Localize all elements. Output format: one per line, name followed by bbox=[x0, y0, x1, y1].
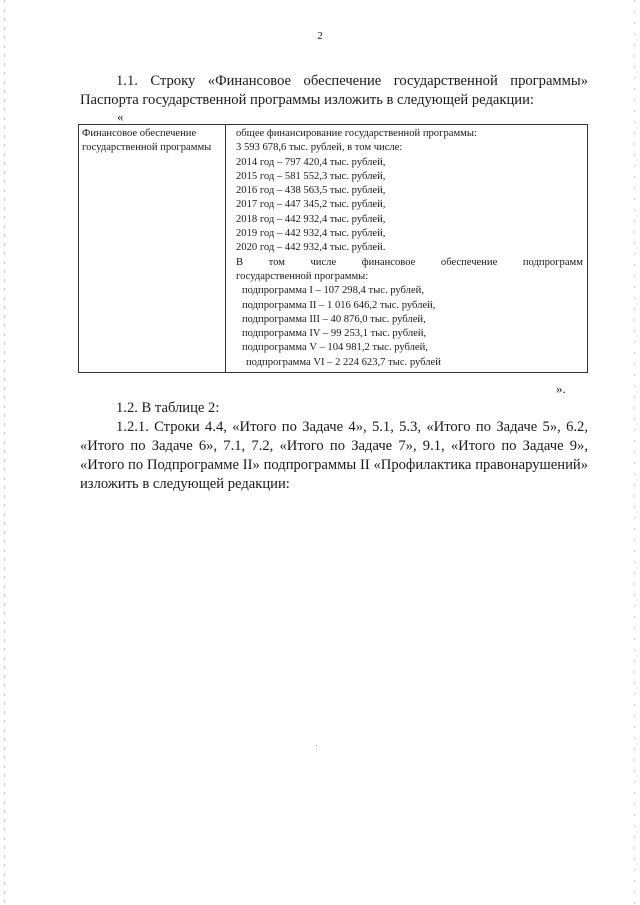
finance-line: государственной программы: bbox=[236, 270, 369, 282]
finance-line: 3 593 678,6 тыс. рублей, в том числе: bbox=[236, 142, 403, 154]
finance-line-year: 2018 год – 442 932,4 тыс. рублей, bbox=[236, 213, 386, 225]
finance-line-year: 2020 год – 442 932,4 тыс. рублей. bbox=[236, 242, 386, 254]
subprogram-line: подпрограмма III – 40 876,0 тыс. рублей, bbox=[242, 313, 426, 325]
paragraph-1-1-text: 1.1. Строку «Финансовое обеспечение государственной программы» Паспорта государственной программы изложить в следующей редакции: bbox=[80, 73, 588, 108]
subprogram-line: подпрограмма V – 104 981,2 тыс. рублей, bbox=[242, 342, 428, 354]
finance-justified-line bbox=[236, 256, 583, 270]
justified-word: В bbox=[236, 256, 244, 268]
finance-line-year: 2015 год – 581 552,3 тыс. рублей, bbox=[236, 170, 386, 182]
opening-quote: « bbox=[117, 109, 124, 124]
subprogram-line: подпрограмма IV – 99 253,1 тыс. рублей, bbox=[242, 328, 427, 340]
finance-label-cell: Финансовое обеспечение государственной программы bbox=[79, 125, 226, 373]
justified-word: подпрограмм bbox=[522, 256, 583, 268]
finance-line-year: 2016 год – 438 563,5 тыс. рублей, bbox=[236, 185, 386, 197]
paragraph-1-2 bbox=[80, 399, 588, 418]
finance-line-year: 2017 год – 447 345,2 тыс. рублей, bbox=[236, 199, 386, 211]
paragraph-1-2-1-text: 1.2.1. Строки 4.4, «Итого по Задаче 4», 5.1, 5.3, «Итого по Задаче 5», 6.2, «Итого по Задаче 6», 7.1, 7.2, «Итого по Задаче 7», 9.1, «Итого по Задаче 9», «Итого по Подпрограмме II» подпрограммы II «Профилактика правонарушений» изложить в следующей редакции: bbox=[80, 419, 588, 492]
finance-table bbox=[78, 124, 588, 373]
subprogram-line: подпрограмма I – 107 298,4 тыс. рублей, bbox=[242, 285, 424, 297]
subprogram-line: подпрограмма VI – 2 224 623,7 тыс. рублей bbox=[246, 356, 441, 368]
justified-word: том bbox=[268, 256, 285, 268]
scan-speck bbox=[316, 745, 317, 746]
finance-content-cell bbox=[226, 125, 588, 373]
finance-table-row bbox=[79, 125, 588, 373]
scan-edge-right bbox=[634, 0, 635, 905]
paragraph-1-2-1 bbox=[80, 418, 588, 494]
paragraph-1-2-text: 1.2. В таблице 2: bbox=[116, 400, 220, 416]
scan-edge-left bbox=[4, 0, 5, 905]
finance-line: общее финансирование государственной программы: bbox=[236, 128, 477, 139]
justified-word: числе bbox=[310, 256, 337, 268]
finance-line-year: 2014 год – 797 420,4 тыс. рублей, bbox=[236, 156, 386, 168]
paragraph-1-1 bbox=[80, 72, 588, 110]
justified-word: финансовое bbox=[361, 256, 416, 268]
subprogram-line: подпрограмма II – 1 016 646,2 тыс. рублей, bbox=[242, 299, 436, 311]
closing-quote: ». bbox=[556, 381, 566, 396]
finance-line-year: 2019 год – 442 932,4 тыс. рублей, bbox=[236, 228, 386, 240]
page-number: 2 bbox=[317, 30, 323, 42]
justified-word: обеспечение bbox=[440, 256, 498, 268]
